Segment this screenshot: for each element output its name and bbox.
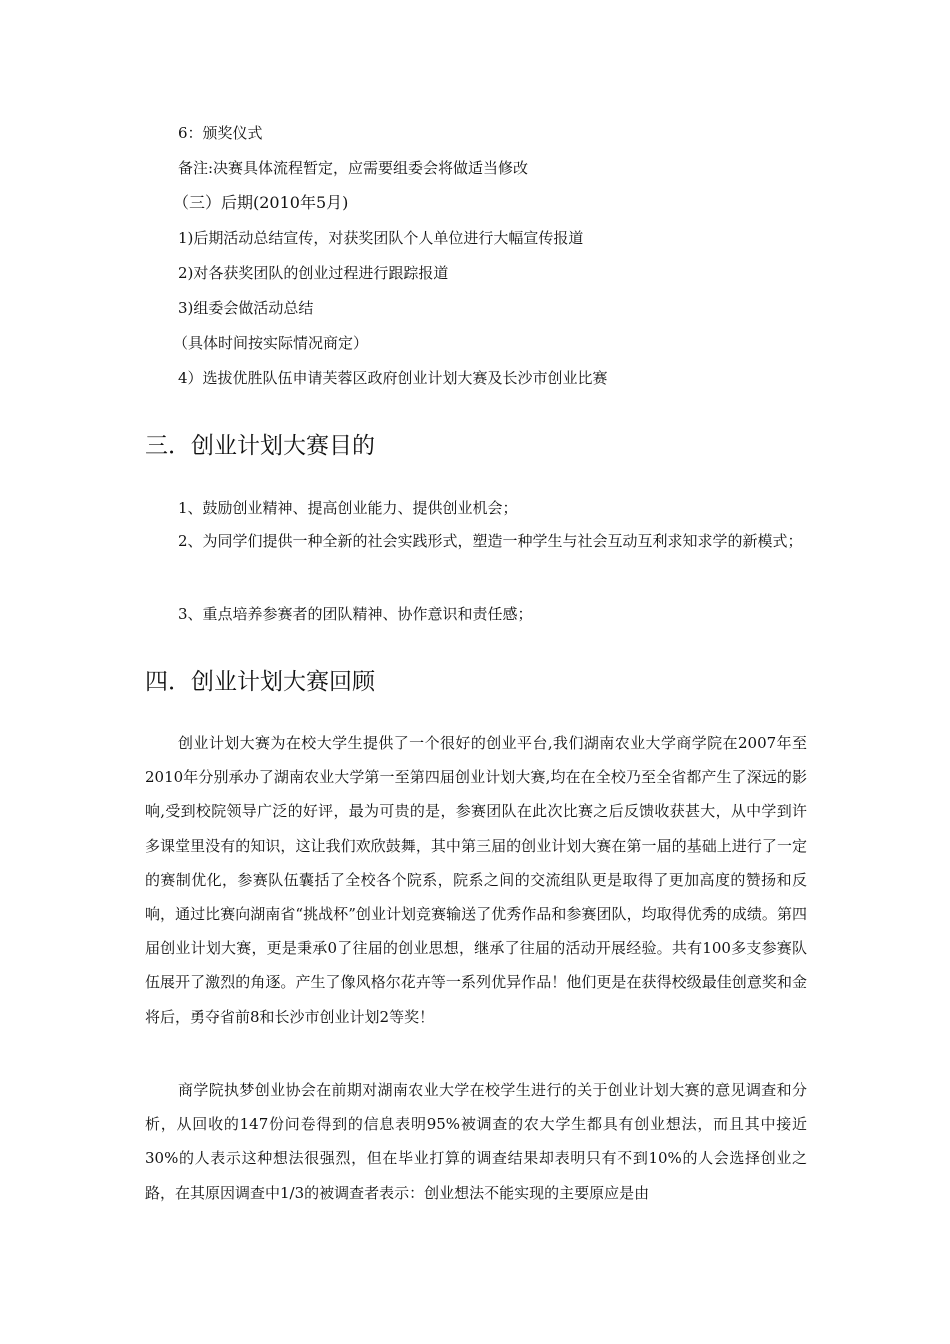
phase3-item-2: 2)对各获奖团队的创业过程进行跟踪报道 xyxy=(178,264,449,282)
section3-item-1: 1、鼓励创业精神、提高创业能力、提供创业机会； xyxy=(178,499,518,517)
schedule-note: 备注:决赛具体流程暂定，应需要组委会将做适当修改 xyxy=(178,159,529,177)
section4-heading: 四．创业计划大赛回顾 xyxy=(145,669,375,695)
section4-paragraph-1: 创业计划大赛为在校大学生提供了一个很好的创业平台,我们湖南农业大学商学院在2007年至2010年分别承办了湖南农业大学第一至第四届创业计划大赛,均在在全校乃至全省都产生了深远的影响,受到校院领导广泛的好评，最为可贵的是，参赛团队在此次比赛之后反馈收获甚大，从中学到许多课堂里没有的知识，这让我们欢欣鼓舞，其中第三届的创业计划大赛在第一届的基础上进行了一定的赛制优化，参赛队伍囊括了全校各个院系，院系之间的交流组队更是取得了更加高度的赞扬和反响，通过比赛向湖南省“挑战杯”创业计划竞赛输送了优秀作品和参赛团队，均取得优秀的成绩。第四届创业计划大赛，更是秉承0了往届的创业思想，继承了往届的活动开展经验。共有100多支参赛队伍展开了激烈的角逐。产生了像风格尔花卉等一系列优异作品！他们更是在获得校级最佳创意奖和金将后，勇夺省前8和长沙市创业计划2等奖！ xyxy=(145,734,807,1026)
section3-heading: 三．创业计划大赛目的 xyxy=(145,433,375,459)
phase3-item-3: 3)组委会做活动总结 xyxy=(178,299,314,317)
phase3-time-note: （具体时间按实际情况商定） xyxy=(173,334,369,352)
phase3-title: （三）后期(2010年5月) xyxy=(173,193,349,212)
phase3-item-4: 4）选拔优胜队伍申请芙蓉区政府创业计划大赛及长沙市创业比赛 xyxy=(178,369,608,387)
schedule-item-6: 6：颁奖仪式 xyxy=(178,124,263,142)
section3-item-3: 3、重点培养参赛者的团队精神、协作意识和责任感； xyxy=(178,605,533,623)
section3-item-2: 2、为同学们提供一种全新的社会实践形式，塑造一种学生与社会互动互利求知求学的新模式； xyxy=(178,532,803,550)
phase3-item-1: 1)后期活动总结宣传，对获奖团队个人单位进行大幅宣传报道 xyxy=(178,229,584,247)
section4-paragraph-2: 商学院执梦创业协会在前期对湖南农业大学在校学生进行的关于创业计划大赛的意见调查和分析，从回收的147份问卷得到的信息表明95%被调查的农大学生都具有创业想法，而且其中接近30%的人表示这种想法很强烈，但在毕业打算的调查结果却表明只有不到10%的人会选择创业之路，在其原因调查中1/3的被调查者表示：创业想法不能实现的主要原应是由 xyxy=(145,1081,807,1202)
